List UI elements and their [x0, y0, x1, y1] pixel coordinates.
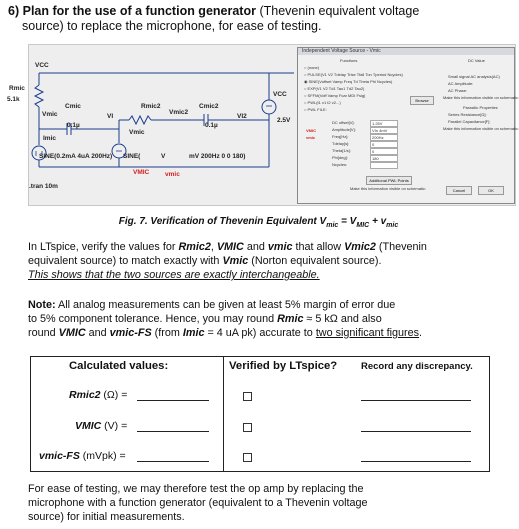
label-2-5v: 2.5V [277, 117, 291, 124]
label-rmic: Rmic [9, 85, 25, 92]
function-field-input[interactable] [370, 134, 398, 141]
vmic-answer-blank[interactable] [137, 431, 209, 432]
parasitic-visible-note: Make this information visible on schematic: [443, 126, 519, 131]
caption-text: Fig. 7. Verification of Thevenin Equivalent V [118, 216, 327, 227]
label-sine1: SINE(0.2mA 4uA 200Hz) [39, 153, 113, 160]
function-field-input[interactable] [370, 141, 398, 148]
note-l3c: and [85, 327, 110, 339]
cancel-button[interactable]: Cancel [446, 186, 472, 195]
p1-vmic-ac: vmic [267, 241, 293, 253]
row-vmic-fs-label: vmic-FS (mVpk) = [39, 450, 126, 462]
figure-caption [0, 216, 517, 229]
function-field-value: 1.25V [372, 121, 383, 126]
function-field-label: Ncycles: [332, 162, 348, 167]
header-verified: Verified by LTspice? [229, 360, 338, 372]
dialog-vmic-tag: VMIC [306, 128, 316, 133]
vmic-fs-answer-blank[interactable] [137, 461, 209, 462]
note-l2c: ≈ 5 kΩ and also [303, 313, 382, 325]
function-field-value: 0 [372, 142, 375, 147]
question-heading [8, 4, 508, 34]
label-sine2: SINE( [123, 153, 141, 160]
function-field-label: Theta[1/s]: [332, 148, 351, 153]
closing-l1: For ease of testing, we may therefore test the op amp by replacing the [28, 483, 364, 495]
caption-mid: = V [338, 216, 357, 227]
function-option[interactable]: ○ SFFM(Voff Vamp Fcar MDI Fsig) [304, 93, 366, 98]
vmic-verified-checkbox[interactable] [243, 423, 252, 432]
rmic2-answer-blank[interactable] [137, 400, 209, 401]
note-l3a: round [28, 327, 59, 339]
function-field-value: 180 [372, 156, 379, 161]
function-field-input[interactable] [370, 148, 398, 155]
note-l3e: (from [151, 327, 183, 339]
instruction-paragraph [28, 240, 494, 282]
function-field-input[interactable] [370, 155, 398, 162]
label-cmic: Cmic [65, 103, 81, 110]
ok-button[interactable]: OK [478, 186, 504, 195]
label-vmic2: Vmic2 [169, 109, 189, 116]
function-field-label: DC offset[V]: [332, 120, 355, 125]
question-title: Plan for the use of a function generator [22, 4, 256, 18]
note-vmic-fs: vmic-FS [109, 327, 152, 339]
note-l2a: to 5% component tolerance. Hence, you may round [28, 313, 278, 325]
p1-vmic2: Vmic2 [344, 241, 376, 253]
question-title-rest: (Thevenin equivalent voltage [259, 4, 420, 18]
dc-value-label: DC Value [468, 58, 485, 63]
function-option[interactable]: ○ PULSE(V1 V2 Tdelay Trise Tfall Ton Tperiod Ncycles) [304, 72, 403, 77]
function-option[interactable]: ◉ SINE(Voffset Vamp Freq Td Theta Phi Ncycles) [304, 79, 393, 84]
function-field-label: Freq[Hz]: [332, 134, 349, 139]
row-rmic2-label: Rmic2 (Ω) = [69, 389, 128, 401]
note-rmic: Rmic [277, 313, 304, 325]
series-res-label: Series Resistance[Ω]: [448, 112, 487, 117]
voltage-source-dialog [297, 47, 519, 204]
p1-t4: that allow [292, 241, 345, 253]
label-vcc-left: VCC [35, 62, 49, 69]
function-field-input[interactable] [370, 127, 398, 134]
ltspice-schematic [7, 44, 519, 206]
p1-vmic: Vmic [222, 255, 249, 267]
function-option[interactable]: ○ (none) [304, 65, 320, 70]
p1-line2-post: (Norton equivalent source). [248, 255, 382, 267]
values-table [30, 356, 490, 472]
header-calculated: Calculated values: [69, 360, 169, 372]
vmic-fs-discrepancy-blank[interactable] [361, 461, 471, 462]
label-vi: VI [107, 113, 114, 120]
header-discrepancy: Record any discrepancy. [361, 361, 473, 372]
dialog-title: Independent Voltage Source - Vmic [298, 48, 514, 55]
vmic-fs-verified-checkbox[interactable] [243, 453, 252, 462]
note-imic: Imic [182, 327, 205, 339]
label-vi2: VI2 [237, 113, 247, 120]
label-sine2-rest: mV 200Hz 0 0 180) [189, 153, 246, 160]
caption-sub3: mic [386, 222, 399, 229]
label-cmic2-value: 0.1µ [205, 122, 218, 129]
function-option[interactable]: ○ PWL(t1 v1 t2 v2...) [304, 100, 341, 105]
label-vmic-red: VMIC [133, 169, 150, 176]
closing-paragraph [28, 482, 494, 524]
label-vmic-left: Vmic [42, 111, 58, 118]
closing-l2: microphone with a function generator (equivalent to a Thevenin voltage [28, 497, 368, 509]
function-field-label: Amplitude[V]: [332, 127, 356, 132]
function-field-input[interactable] [370, 162, 398, 169]
caption-end: + v [369, 216, 387, 227]
parasitic-label: Parasitic Properties [463, 105, 498, 110]
small-signal-label: Small signal AC analysis(AC) [448, 74, 500, 79]
browse-button[interactable]: Browse [410, 96, 434, 105]
function-field-label: Tdelay[s]: [332, 141, 350, 146]
label-vcc-right: VCC [273, 91, 287, 98]
label-cmic-value: 0.1µ [67, 122, 80, 129]
p1-t5: (Thevenin [375, 241, 427, 253]
label-v: V [161, 153, 166, 160]
dialog-vmic-tag2: vmic [306, 135, 316, 140]
ac-amplitude-label: AC Amplitude: [448, 81, 474, 86]
label-tran: .tran 10m [29, 183, 58, 190]
note-paragraph [28, 298, 494, 340]
label-rmic-value: 5.1k [7, 96, 20, 103]
p1-line3: This shows that the two sources are exactly interchangeable. [28, 269, 320, 281]
function-option[interactable]: ○ EXP(V1 V2 Td1 Tau1 Td2 Tau2) [304, 86, 365, 91]
rmic2-verified-checkbox[interactable] [243, 392, 252, 401]
question-title-line2: source) to replace the microphone, for ease of testing. [22, 19, 322, 33]
function-visible-note: Make this information visible on schematic: [350, 186, 427, 191]
function-field-value: 200Hz [372, 135, 384, 140]
function-option[interactable]: ○ PWL FILE: [304, 107, 327, 112]
parallel-cap-label: Parallel Capacitance[F]: [448, 119, 491, 124]
functions-label: Functions [340, 58, 358, 63]
p1-t2: , [210, 241, 217, 253]
label-vmic-mid: Vmic [129, 129, 145, 136]
note-l1: All analog measurements can be given at least 5% margin of error due [55, 299, 396, 311]
function-field-value: 0 [372, 149, 375, 154]
rmic2-discrepancy-blank[interactable] [361, 400, 471, 401]
p1-rmic2: Rmic2 [178, 241, 211, 253]
label-rmic2: Rmic2 [141, 103, 161, 110]
note-l3g: = 4 uA pk) accurate to [204, 327, 316, 339]
vmic-discrepancy-blank[interactable] [361, 431, 471, 432]
p1-vmic-dc: VMIC [216, 241, 244, 253]
function-field-input[interactable] [370, 120, 398, 127]
question-number: 6) [8, 4, 20, 18]
function-field-label: Phi[deg]: [332, 155, 348, 160]
p1-t1: In LTspice, verify the values for [28, 241, 179, 253]
label-imic: Imic [43, 135, 57, 142]
note-label: Note: [28, 299, 56, 311]
p1-t3: and [243, 241, 268, 253]
label-cmic2: Cmic2 [199, 103, 219, 110]
ac-visible-note: Make this information visible on schematic: [443, 95, 519, 100]
note-sig-figs: two significant figures [315, 327, 420, 339]
caption-sub1: mic [326, 222, 339, 229]
label-vmic-red2: vmic [165, 171, 180, 178]
note-vmic: VMIC [58, 327, 86, 339]
ac-phase-label: AC Phase: [448, 88, 468, 93]
note-l3i: . [419, 327, 423, 339]
closing-l3: source) for initial measurements. [28, 511, 185, 523]
caption-sub2: MIC [356, 222, 370, 229]
p1-line2-pre: equivalent source) to match exactly with [28, 255, 223, 267]
additional-pwl-button[interactable]: Additional PWL Points [366, 176, 412, 185]
function-field-value: VIn 4mV [372, 128, 388, 133]
row-vmic-label: VMIC (V) = [75, 420, 128, 432]
